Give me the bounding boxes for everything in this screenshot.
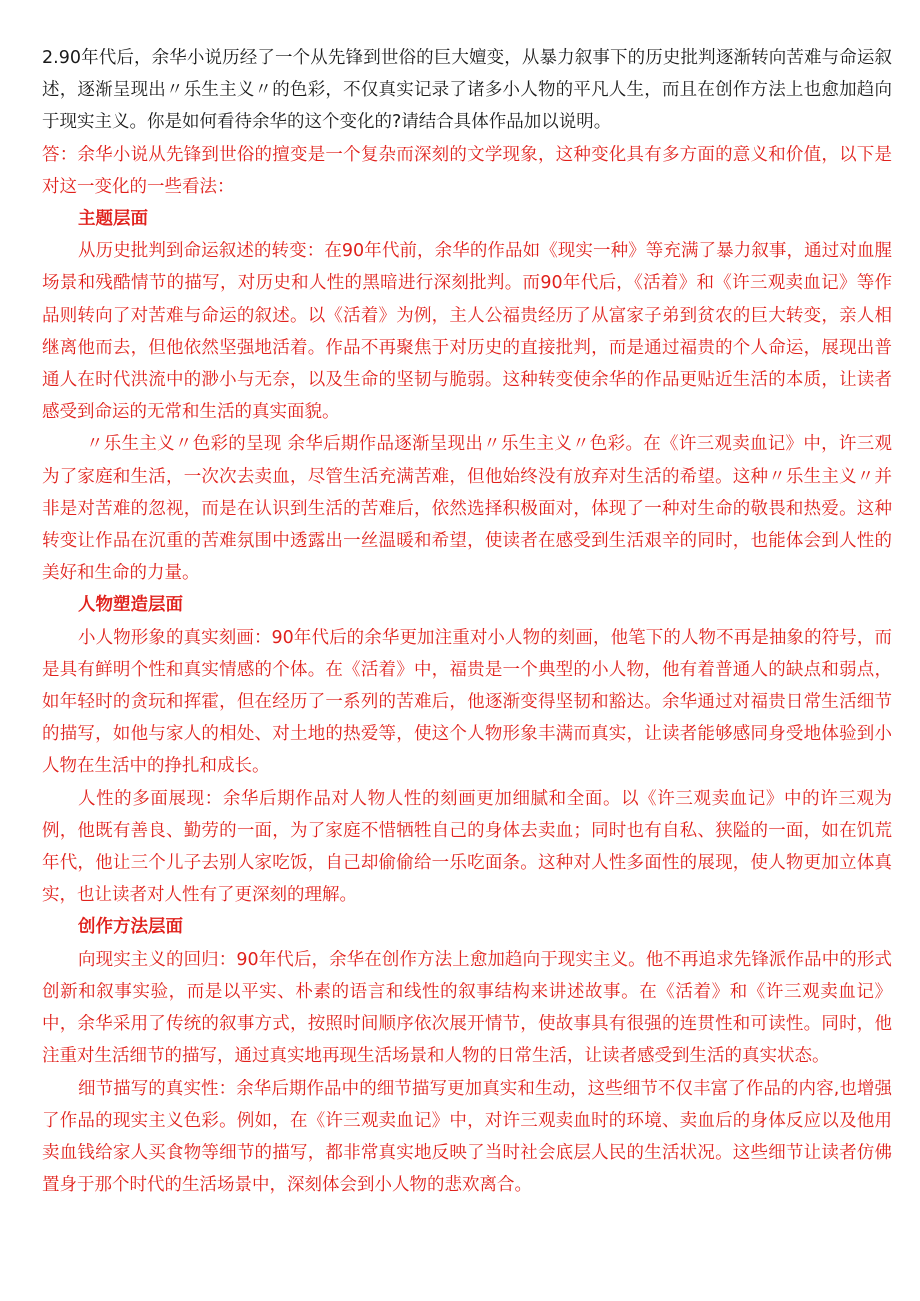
question-text: 2.90年代后，余华小说历经了一个从先锋到世俗的巨大嬗变，从暴力叙事下的历史批判逐渐转向苦难与命运叙述，逐渐呈现出〃乐生主义〃的色彩，不仅真实记录了诸多小人物的平凡人生，而且在创作方法上也愈加趋向于现实主义。你是如何看待余华的这个变化的?请结合具体作品加以说明。 <box>42 48 892 133</box>
paragraph-theme-1: 从历史批判到命运叙述的转变：在90年代前，余华的作品如《现实一种》等充满了暴力叙事，通过对血腥场景和残酷情节的描写，对历史和人性的黑暗进行深刻批判。而90年代后，《活着》和《许三观卖血记》等作品则转向了对苦难与命运的叙述。以《活着》为例，主人公福贵经历了从富家子弟到贫农的巨大转变，亲人相继离他而去，但他依然坚强地活着。作品不再聚焦于对历史的直接批判，而是通过福贵的个人命运，展现出普通人在时代洪流中的渺小与无奈，以及生命的坚韧与脆弱。这种转变使余华的作品更贴近生活的本质，让读者感受到命运的无常和生活的真实面貌。 <box>42 241 892 423</box>
paragraph-characters-2: 人性的多面展现：余华后期作品对人物人性的刻画更加细腻和全面。以《许三观卖血记》中的许三观为例，他既有善良、勤劳的一面，为了家庭不惜牺牲自己的身体去卖血；同时也有自私、狭隘的一面，如在饥荒年代，他让三个儿子去别人家吃饭，自己却偷偷给一乐吃面条。这种对人性多面性的展现，使人物更加立体真实，也让读者对人性有了更深刻的理解。 <box>42 788 892 906</box>
document-page <box>42 42 892 1201</box>
paragraph-method-2: 细节描写的真实性：余华后期作品中的细节描写更加真实和生动，这些细节不仅丰富了作品的内容,也增强了作品的现实主义色彩。例如，在《许三观卖血记》中，对许三观卖血时的环境、卖血后的身体反应以及他用卖血钱给家人买食物等细节的描写，都非常真实地反映了当时社会底层人民的生活状况。这些细节让读者仿佛置身于那个时代的生活场景中，深刻体会到小人物的悲欢离合。 <box>42 1078 892 1196</box>
answer-intro: 答：余华小说从先锋到世俗的擅变是一个复杂而深刻的文学现象，这种变化具有多方面的意义和价值，以下是对这一变化的一些看法： <box>42 144 892 197</box>
section-heading-method: 创作方法层面 <box>78 917 183 938</box>
section-heading-theme: 主题层面 <box>78 209 148 230</box>
paragraph-method-1: 向现实主义的回归：90年代后，余华在创作方法上愈加趋向于现实主义。他不再追求先锋派作品中的形式创新和叙事实验，而是以平实、朴素的语言和线性的叙事结构来讲述故事。在《活着》和《许三观卖血记》中，余华采用了传统的叙事方式，按照时间顺序依次展开情节，使故事具有很强的连贯性和可读性。同时，他注重对生活细节的描写，通过真实地再现生活场景和人物的日常生活，让读者感受到生活的真实状态。 <box>42 949 892 1067</box>
paragraph-theme-2: 〃乐生主义〃色彩的呈现 余华后期作品逐渐呈现出〃乐生主义〃色彩。在《许三观卖血记》中，许三观为了家庭和生活，一次次去卖血，尽管生活充满苦难，但他始终没有放弃对生活的希望。这种〃乐生主义〃并非是对苦难的忽视，而是在认识到生活的苦难后，依然选择积极面对，体现了一种对生命的敬畏和热爱。这种转变让作品在沉重的苦难氛围中透露出一丝温暖和希望，使读者在感受到生活艰辛的同时，也能体会到人性的美好和生命的力量。 <box>42 434 892 584</box>
section-heading-characters: 人物塑造层面 <box>78 595 183 616</box>
paragraph-characters-1: 小人物形象的真实刻画：90年代后的余华更加注重对小人物的刻画，他笔下的人物不再是抽象的符号，而是具有鲜明个性和真实情感的个体。在《活着》中，福贵是一个典型的小人物，他有着普通人的缺点和弱点，如年轻时的贪玩和挥霍，但在经历了一系列的苦难后，他逐渐变得坚韧和豁达。余华通过对福贵日常生活细节的描写，如他与家人的相处、对土地的热爱等，使这个人物形象丰满而真实，让读者能够感同身受地体验到小人物在生活中的挣扎和成长。 <box>42 627 892 777</box>
